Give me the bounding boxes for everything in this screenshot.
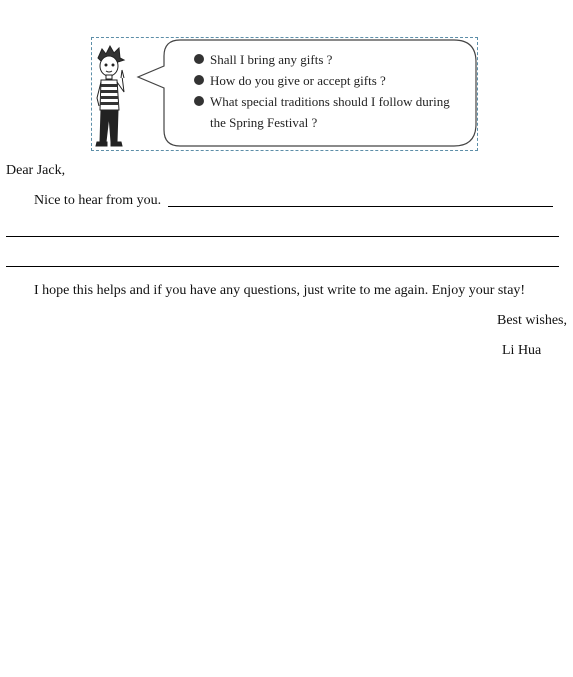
writing-blank-line[interactable] bbox=[6, 266, 559, 267]
writing-blank-line[interactable] bbox=[6, 236, 559, 237]
bubble-item-text-continued: the Spring Festival ? bbox=[210, 115, 318, 130]
bubble-item-text: What special traditions should I follow during bbox=[210, 94, 450, 109]
letter-greeting: Dear Jack, bbox=[6, 163, 66, 178]
letter-closing-paragraph: I hope this helps and if you have any questions, just write to me again. Enjoy your stay! bbox=[34, 283, 526, 298]
boy-figure bbox=[96, 46, 124, 146]
bubble-item-text: Shall I bring any gifts ? bbox=[210, 52, 333, 67]
letter-signoff: Best wishes, bbox=[497, 313, 567, 328]
writing-blank-line[interactable] bbox=[168, 206, 553, 207]
bullet-icon bbox=[194, 96, 204, 106]
bullet-icon bbox=[194, 75, 204, 85]
letter-opening-line: Nice to hear from you. bbox=[34, 193, 162, 208]
illustration-box bbox=[91, 37, 478, 151]
bubble-item bbox=[194, 49, 450, 70]
bubble-item bbox=[194, 70, 450, 91]
bubble-question-list bbox=[194, 49, 450, 133]
bubble-item bbox=[194, 91, 450, 133]
letter-signature: Li Hua bbox=[502, 343, 542, 358]
bullet-icon bbox=[194, 54, 204, 64]
bubble-item-text: How do you give or accept gifts ? bbox=[210, 73, 386, 88]
